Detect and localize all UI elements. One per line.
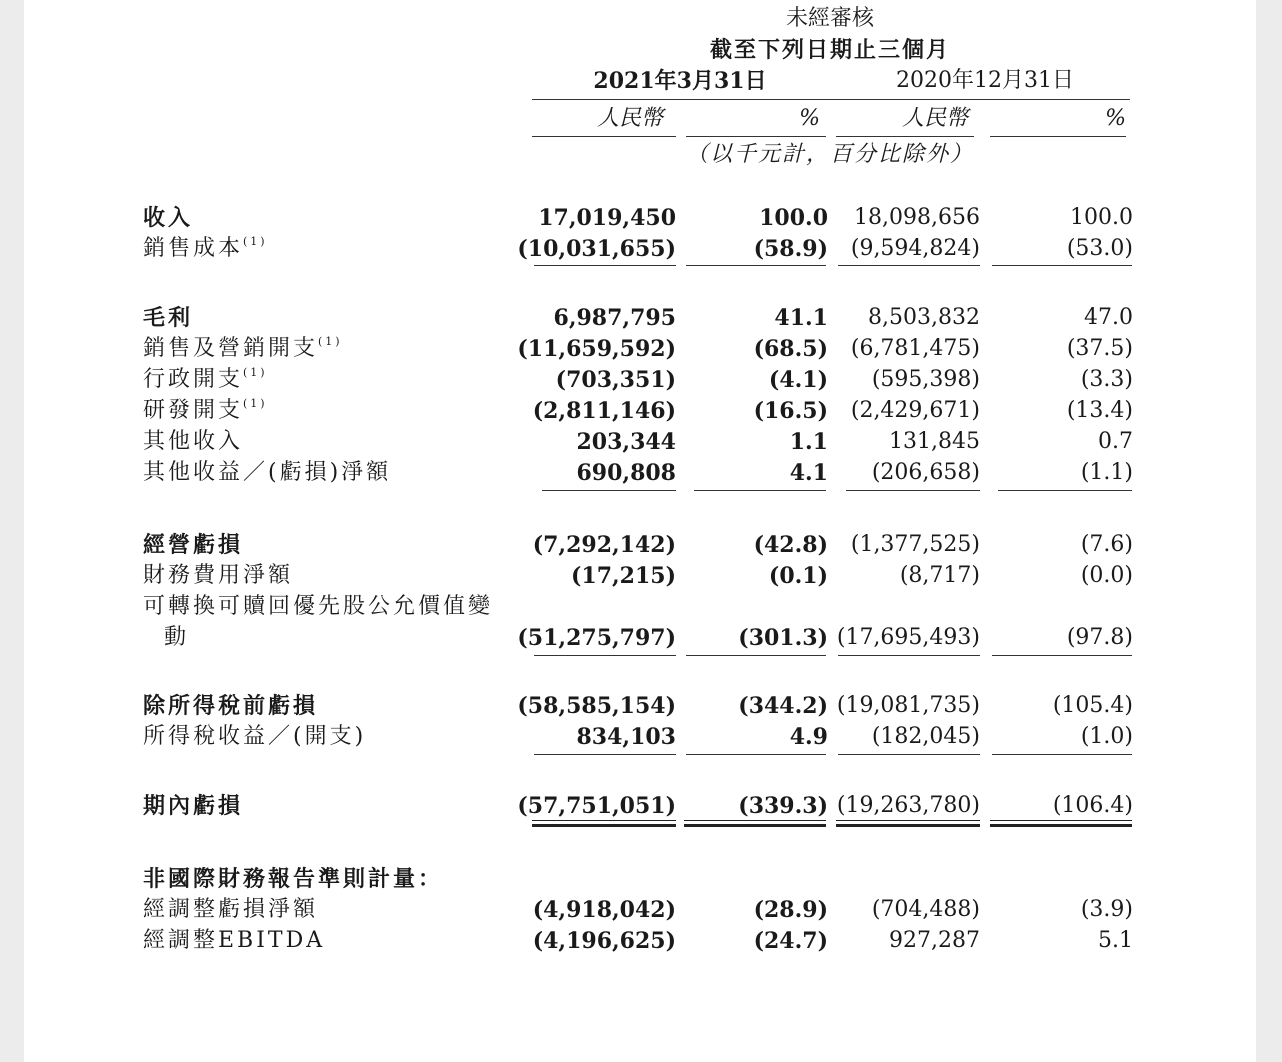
subtotal-rule xyxy=(534,655,676,656)
row-pct-2020: (0.0) xyxy=(1080,563,1133,588)
row-value-2021: (57,751,051) xyxy=(517,793,676,819)
subtotal-rule xyxy=(534,754,676,755)
subtotal-rule xyxy=(838,655,980,656)
row-pct-2021: 41.1 xyxy=(774,305,828,331)
row-label: 收入 xyxy=(143,205,194,231)
row-value-2021: 6,987,795 xyxy=(553,305,676,331)
row-pct-2021: (42.8) xyxy=(753,532,828,558)
row-value-2020: (704,488) xyxy=(871,897,980,922)
subtotal-rule xyxy=(542,490,676,491)
row-pct-2021: (301.3) xyxy=(738,625,828,651)
footnote-marker: (1) xyxy=(318,335,343,348)
subtotal-rule xyxy=(838,265,980,266)
footnote-marker: (1) xyxy=(243,397,268,410)
row-label: 研發開支 xyxy=(143,398,244,423)
row-pct-2020: (13.4) xyxy=(1066,398,1133,423)
row-label: 行政開支 xyxy=(143,367,244,392)
row-value-2021: (11,659,592) xyxy=(517,336,676,362)
row-value-2021: 203,344 xyxy=(576,429,676,455)
footnote-marker: (1) xyxy=(243,366,268,379)
subtotal-rule xyxy=(992,265,1132,266)
row-value-2020: (17,695,493) xyxy=(836,625,980,650)
row-value-2020: 18,098,656 xyxy=(854,205,980,230)
row-pct-2020: (106.4) xyxy=(1052,793,1133,818)
header-currency-2: 人民幣 xyxy=(901,106,968,131)
row-pct-2021: (24.7) xyxy=(753,928,828,954)
row-label: 經調整虧損淨額 xyxy=(143,897,319,922)
total-double-rule xyxy=(990,820,1132,827)
row-label: 其他收入 xyxy=(143,429,244,454)
row-value-2020: (8,717) xyxy=(899,563,980,588)
row-pct-2020: (3.3) xyxy=(1080,367,1133,392)
row-pct-2020: (105.4) xyxy=(1052,693,1133,718)
row-pct-2021: 4.9 xyxy=(789,724,828,750)
subtotal-rule xyxy=(534,265,676,266)
row-pct-2021: (339.3) xyxy=(738,793,828,819)
header-underline-1 xyxy=(532,136,676,137)
header-period-2021-q1: 2021年3月31日 xyxy=(593,68,767,94)
row-value-2021: (4,196,625) xyxy=(532,928,676,954)
row-pct-2020: (3.9) xyxy=(1080,897,1133,922)
subtotal-rule xyxy=(686,265,826,266)
subtotal-rule xyxy=(838,754,980,755)
row-label: 期內虧損 xyxy=(143,793,244,819)
row-value-2020: (9,594,824) xyxy=(850,236,980,261)
row-value-2020: 131,845 xyxy=(889,429,980,454)
subtotal-rule xyxy=(846,490,980,491)
header-underline-3 xyxy=(836,136,974,137)
row-pct-2020: (1.0) xyxy=(1080,724,1133,749)
row-value-2021: (703,351) xyxy=(555,367,676,393)
row-label: 可轉換可贖回優先股公允價值變 xyxy=(143,594,494,619)
header-underline-4 xyxy=(990,136,1126,137)
row-pct-2020: (1.1) xyxy=(1080,460,1133,485)
header-period-2020-q4: 2020年12月31日 xyxy=(896,68,1074,93)
row-pct-2020: (53.0) xyxy=(1066,236,1133,261)
row-value-2020: (19,263,780) xyxy=(836,793,980,818)
row-pct-2021: (16.5) xyxy=(753,398,828,424)
subtotal-rule xyxy=(998,490,1132,491)
row-value-2021: (17,215) xyxy=(570,563,676,589)
row-value-2020: (206,658) xyxy=(871,460,980,485)
header-currency-1: 人民幣 xyxy=(596,106,663,131)
row-pct-2021: 100.0 xyxy=(759,205,828,231)
row-value-2021: (51,275,797) xyxy=(517,625,676,651)
row-pct-2020: 100.0 xyxy=(1070,205,1133,230)
row-pct-2021: (344.2) xyxy=(738,693,828,719)
row-value-2020: (6,781,475) xyxy=(850,336,980,361)
row-label: 除所得稅前虧損 xyxy=(143,693,319,719)
header-period-description: 截至下列日期止三個月 xyxy=(709,37,950,63)
row-pct-2021: 1.1 xyxy=(789,429,828,455)
row-pct-2021: (28.9) xyxy=(753,897,828,923)
header-audit-status: 未經審核 xyxy=(785,6,874,31)
row-label: 所得稅收益／(開支) xyxy=(143,724,367,749)
subtotal-rule xyxy=(992,754,1132,755)
row-pct-2020: (7.6) xyxy=(1080,532,1133,557)
row-value-2020: (2,429,671) xyxy=(850,398,980,423)
row-pct-2020: (37.5) xyxy=(1066,336,1133,361)
header-underline-2 xyxy=(686,136,826,137)
row-pct-2020: 47.0 xyxy=(1084,305,1133,330)
row-pct-2021: 4.1 xyxy=(789,460,828,486)
row-value-2021: (4,918,042) xyxy=(532,897,676,923)
row-value-2021: (2,811,146) xyxy=(532,398,676,424)
row-value-2020: (595,398) xyxy=(871,367,980,392)
row-value-2020: 927,287 xyxy=(889,928,980,953)
row-label: 其他收益／(虧損)淨額 xyxy=(143,460,392,485)
row-value-2021: (7,292,142) xyxy=(532,532,676,558)
row-value-2020: (19,081,735) xyxy=(836,693,980,718)
footnote-marker: (1) xyxy=(243,235,268,248)
row-label: 毛利 xyxy=(143,305,194,331)
row-value-2020: 8,503,832 xyxy=(868,305,980,330)
subtotal-rule xyxy=(686,754,826,755)
row-pct-2020: 5.1 xyxy=(1098,928,1133,953)
row-pct-2021: (58.9) xyxy=(753,236,828,262)
row-label: 經營虧損 xyxy=(143,532,244,558)
header-units-note: （以千元計，百分比除外） xyxy=(685,142,974,167)
subtotal-rule xyxy=(694,490,826,491)
row-value-2021: (10,031,655) xyxy=(517,236,676,262)
row-label: 銷售及營銷開支 xyxy=(143,336,319,361)
row-value-2021: 690,808 xyxy=(576,460,676,486)
row-pct-2021: (68.5) xyxy=(753,336,828,362)
header-pct-2: % xyxy=(1105,106,1126,131)
total-double-rule xyxy=(684,820,826,827)
row-label: 經調整EBITDA xyxy=(143,928,326,953)
row-label: 財務費用淨額 xyxy=(143,563,294,588)
subtotal-rule xyxy=(686,655,826,656)
section-heading: 非國際財務報告準則計量： xyxy=(143,866,444,892)
row-pct-2020: 0.7 xyxy=(1098,429,1133,454)
row-pct-2020: (97.8) xyxy=(1066,625,1133,650)
row-pct-2021: (0.1) xyxy=(768,563,828,589)
row-value-2021: 834,103 xyxy=(576,724,676,750)
row-value-2020: (1,377,525) xyxy=(850,532,980,557)
header-pct-1: % xyxy=(799,106,820,131)
row-label: 銷售成本 xyxy=(143,236,244,261)
total-double-rule xyxy=(532,820,676,827)
subtotal-rule xyxy=(992,655,1132,656)
row-value-2020: (182,045) xyxy=(871,724,980,749)
row-label-continuation: 動 xyxy=(164,625,190,650)
row-value-2021: (58,585,154) xyxy=(517,693,676,719)
row-pct-2021: (4.1) xyxy=(768,367,828,393)
row-value-2021: 17,019,450 xyxy=(538,205,676,231)
header-rule xyxy=(532,99,1130,100)
total-double-rule xyxy=(836,820,980,827)
